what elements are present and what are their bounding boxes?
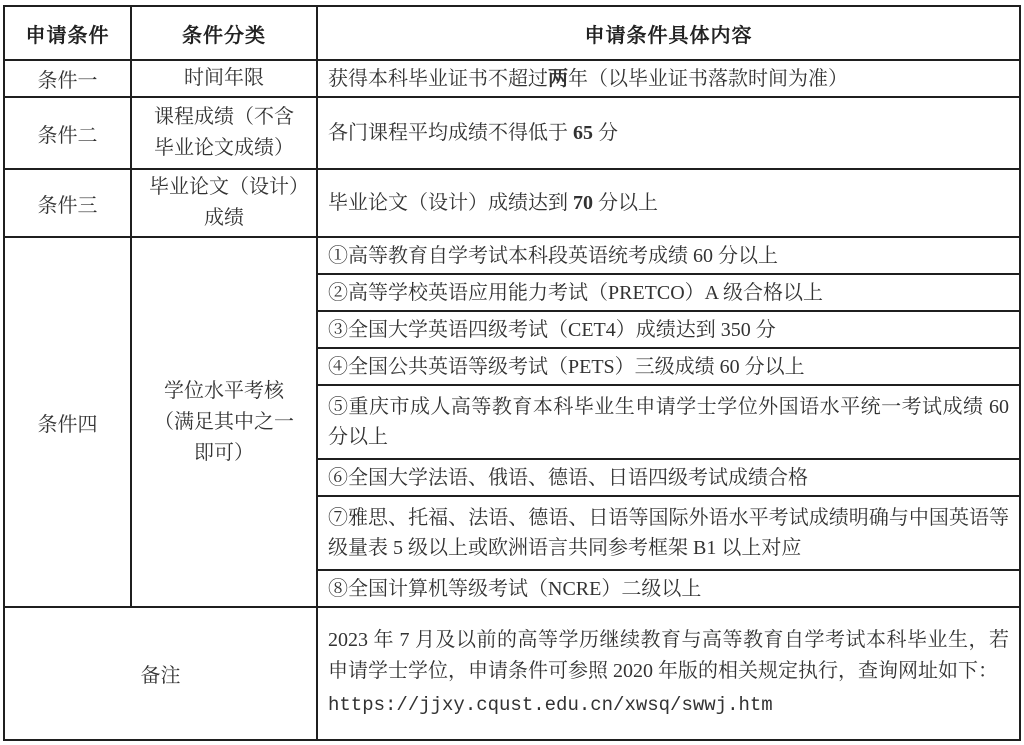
content-bold-text: 两 <box>548 67 568 90</box>
content-text: 分 <box>593 122 618 144</box>
content-text: 获得本科毕业证书不超过 <box>328 67 548 90</box>
content-text: 各门课程平均成绩不得低于 <box>328 122 573 144</box>
condition-2-label: 条件二 <box>4 97 131 169</box>
condition-row-2 <box>4 97 1020 169</box>
content-bold-text: 65 <box>573 122 593 144</box>
condition-1-category: 时间年限 <box>131 60 317 97</box>
condition-4-item-6: ⑥全国大学法语、俄语、德语、日语四级考试成绩合格 <box>317 459 1020 496</box>
header-cell-application-condition: 申请条件 <box>4 6 131 60</box>
header-cell-condition-category: 条件分类 <box>131 6 317 60</box>
condition-4-item-2: ②高等学校英语应用能力考试（PRETCO）A 级合格以上 <box>317 274 1020 311</box>
condition-3-label: 条件三 <box>4 169 131 237</box>
remark-url: https://jjxy.cqust.edu.cn/xwsq/swwj.htm <box>328 693 773 716</box>
condition-2-category: 课程成绩（不含毕业论文成绩） <box>131 97 317 169</box>
application-conditions-table <box>3 5 1021 741</box>
condition-3-category: 毕业论文（设计）成绩 <box>131 169 317 237</box>
condition-4-item-8: ⑧全国计算机等级考试（NCRE）二级以上 <box>317 570 1020 607</box>
condition-3-content <box>317 169 1020 237</box>
header-row <box>4 6 1020 60</box>
remark-text: 2023 年 7 月及以前的高等学历继续教育与高等教育自学考试本科毕业生，若申请学士学位，申请条件可参照 2020 年版的相关规定执行，查询网址如下： <box>328 628 1009 682</box>
condition-4-item-4: ④全国公共英语等级考试（PETS）三级成绩 60 分以上 <box>317 348 1020 385</box>
header-cell-condition-detail: 申请条件具体内容 <box>317 6 1020 60</box>
condition-4-category: 学位水平考核（满足其中之一即可） <box>131 237 317 607</box>
remark-content <box>317 607 1020 740</box>
content-bold-text: 70 <box>573 192 593 214</box>
condition-4-item-5: ⑤重庆市成人高等教育本科毕业生申请学士学位外国语水平统一考试成绩 60 分以上 <box>317 385 1020 459</box>
condition-row-3 <box>4 169 1020 237</box>
condition-1-content <box>317 60 1020 97</box>
condition-4-item-7: ⑦雅思、托福、法语、德语、日语等国际外语水平考试成绩明确与中国英语等级量表 5 级以上或欧洲语言共同参考框架 B1 以上对应 <box>317 496 1020 570</box>
condition-4-item-3: ③全国大学英语四级考试（CET4）成绩达到 350 分 <box>317 311 1020 348</box>
condition-1-label: 条件一 <box>4 60 131 97</box>
content-text: 年（以毕业证书落款时间为准） <box>568 67 848 90</box>
remark-label: 备注 <box>4 607 317 740</box>
content-text: 毕业论文（设计）成绩达到 <box>328 192 573 214</box>
condition-row-1 <box>4 60 1020 97</box>
condition-4-item-1: ①高等教育自学考试本科段英语统考成绩 60 分以上 <box>317 237 1020 274</box>
condition-row-4 <box>4 237 1020 274</box>
condition-4-label: 条件四 <box>4 237 131 607</box>
condition-2-content <box>317 97 1020 169</box>
content-text: 分以上 <box>593 192 658 214</box>
remark-row <box>4 607 1020 740</box>
